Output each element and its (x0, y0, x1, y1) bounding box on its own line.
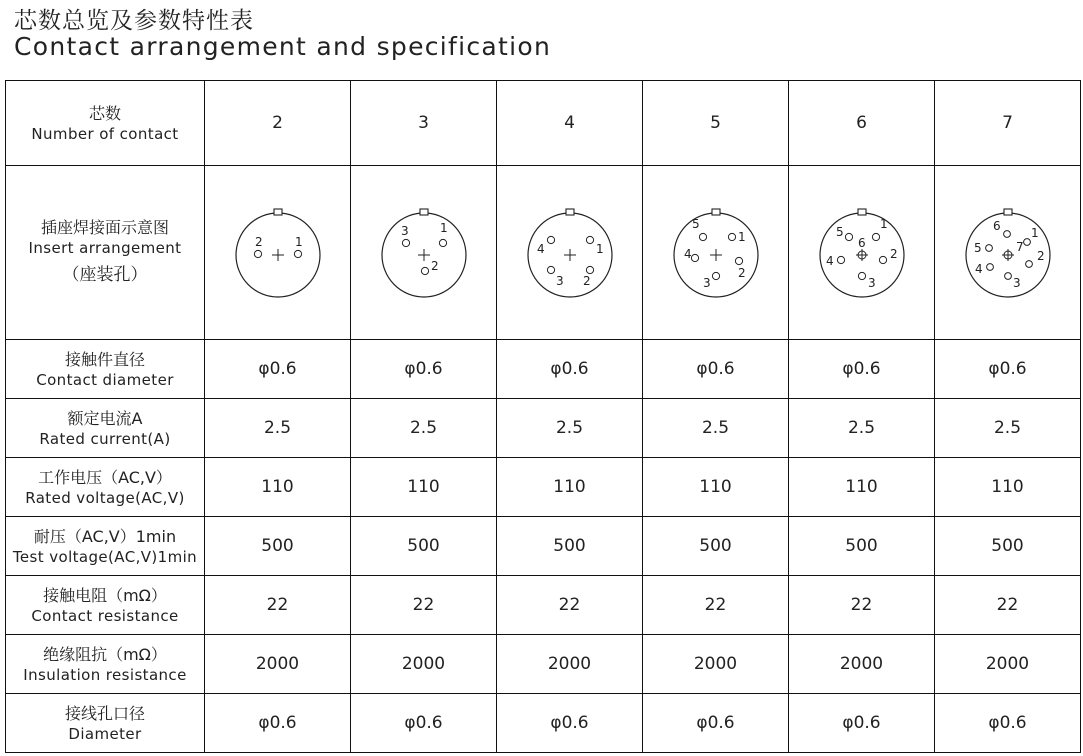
value-cell (643, 340, 789, 399)
value-cell (497, 576, 643, 635)
insert-diagram-cell (351, 166, 497, 340)
pin-label: 2 (889, 246, 898, 261)
contact-count: 2 (272, 113, 283, 133)
row-label-cell (6, 694, 205, 753)
row-label-cell (6, 576, 205, 635)
cell-value: 110 (553, 477, 586, 497)
spec-row-contact-diameter (6, 340, 1081, 399)
cell-value: 22 (558, 595, 581, 615)
cell-value: 22 (850, 595, 873, 615)
header-label-en: Number of contact (31, 124, 179, 143)
cell-value: 2000 (693, 654, 738, 674)
row-label-zh: 接触件直径 (64, 349, 145, 369)
cell-value: 22 (996, 595, 1019, 615)
row-label-zh: 绝缘阻抗（mΩ） (43, 644, 167, 664)
pin-label: 6 (992, 218, 1001, 233)
spec-row-test-voltage (6, 517, 1081, 576)
value-cell (205, 635, 351, 694)
insert-diagram-cell (643, 166, 789, 340)
cell-value: 500 (553, 536, 586, 556)
row-label-en: Insulation resistance (23, 665, 187, 684)
value-cell (351, 340, 497, 399)
cell-value: φ0.6 (258, 359, 297, 379)
value-cell (935, 635, 1081, 694)
header-label-cell (6, 81, 205, 166)
row-label-zh: 额定电流A (67, 408, 143, 428)
value-cell (205, 517, 351, 576)
spec-row-insulation-resistance (6, 635, 1081, 694)
contact-count: 4 (564, 113, 575, 133)
value-cell (497, 399, 643, 458)
value-cell (643, 399, 789, 458)
insert-diagram-4 (520, 203, 620, 303)
pin-label: 2 (737, 265, 746, 280)
pin-label: 1 (595, 241, 604, 256)
pin-label: 1 (294, 234, 303, 249)
header-label-zh: 芯数 (88, 103, 121, 123)
spec-table (5, 80, 1081, 753)
cell-value: φ0.6 (404, 359, 443, 379)
insert-diagram-cell (497, 166, 643, 340)
insert-diagram-cell (789, 166, 935, 340)
row-label-zh: 接触电阻（mΩ） (43, 585, 167, 605)
cell-value: 110 (261, 477, 294, 497)
insert-diagram-5 (666, 203, 766, 303)
cell-value: 500 (261, 536, 294, 556)
value-cell (351, 399, 497, 458)
cell-value: 2.5 (555, 418, 584, 438)
value-cell (205, 340, 351, 399)
cell-value: φ0.6 (404, 713, 443, 733)
insert-diagram-cell (935, 166, 1081, 340)
insert-label-zh: 插座焊接面示意图 (40, 218, 169, 237)
insert-diagram-2 (228, 203, 328, 303)
row-label-cell (6, 340, 205, 399)
value-cell (643, 458, 789, 517)
row-label-cell (6, 458, 205, 517)
value-cell (497, 517, 643, 576)
cell-value: 110 (699, 477, 732, 497)
cell-value: 2.5 (993, 418, 1022, 438)
pin-label: 5 (691, 216, 700, 231)
cell-value: 2.5 (409, 418, 438, 438)
pin-label: 2 (582, 273, 591, 288)
pin-label: 5 (835, 224, 844, 239)
pin-label: 5 (973, 240, 982, 255)
row-label-en: Diameter (68, 724, 142, 743)
cell-value: φ0.6 (988, 359, 1027, 379)
cell-value: 500 (991, 536, 1024, 556)
cell-value: 2.5 (263, 418, 292, 438)
spec-row-rated-current (6, 399, 1081, 458)
cell-value: 110 (407, 477, 440, 497)
value-cell (205, 399, 351, 458)
cell-value: 500 (845, 536, 878, 556)
pin-label: 4 (683, 246, 692, 261)
row-label-en: Contact resistance (31, 606, 179, 625)
value-cell (935, 576, 1081, 635)
spec-row-rated-voltage (6, 458, 1081, 517)
cell-value: φ0.6 (696, 713, 735, 733)
value-cell (643, 517, 789, 576)
value-cell (497, 694, 643, 753)
row-label-zh: 耐压（AC,V）1min (33, 526, 177, 546)
cell-value: φ0.6 (550, 359, 589, 379)
pin-label: 3 (1012, 275, 1021, 290)
spec-row-contact-resistance (6, 576, 1081, 635)
row-label-cell (6, 517, 205, 576)
contact-count-cell (497, 81, 643, 166)
value-cell (351, 458, 497, 517)
value-cell (497, 635, 643, 694)
insert-label-cell (6, 166, 205, 340)
value-cell (935, 517, 1081, 576)
value-cell (351, 517, 497, 576)
row-label-zh: 接线孔口径 (64, 703, 145, 723)
pin-label: 2 (254, 234, 263, 249)
cell-value: 2.5 (701, 418, 730, 438)
cell-value: 2000 (255, 654, 300, 674)
pin-label: 6 (857, 235, 866, 250)
value-cell (351, 576, 497, 635)
insert-label-en: Insert arrangement (28, 239, 182, 257)
contact-count-cell (643, 81, 789, 166)
pin-label: 3 (867, 275, 876, 290)
value-cell (497, 458, 643, 517)
pin-label: 1 (1030, 225, 1039, 240)
contact-count-cell (789, 81, 935, 166)
value-cell (205, 458, 351, 517)
cell-value: 22 (412, 595, 435, 615)
pin-label: 1 (439, 220, 448, 235)
cell-value: φ0.6 (842, 713, 881, 733)
value-cell (205, 576, 351, 635)
value-cell (935, 458, 1081, 517)
cell-value: φ0.6 (988, 713, 1027, 733)
cell-value: 110 (991, 477, 1024, 497)
contact-count-cell (935, 81, 1081, 166)
pin-label: 4 (536, 241, 545, 256)
value-cell (789, 635, 935, 694)
insert-diagram-cell (205, 166, 351, 340)
pin-label: 3 (555, 273, 564, 288)
cell-value: 2.5 (847, 418, 876, 438)
value-cell (351, 694, 497, 753)
row-label-cell (6, 635, 205, 694)
value-cell (935, 340, 1081, 399)
row-label-en: Test voltage(AC,V)1min (12, 547, 198, 566)
cell-value: φ0.6 (842, 359, 881, 379)
row-label-en: Rated current(A) (39, 429, 171, 448)
cell-value: 2000 (547, 654, 592, 674)
row-label-en: Contact diameter (36, 370, 174, 389)
contact-count: 7 (1002, 113, 1013, 133)
value-cell (643, 694, 789, 753)
pin-label: 4 (974, 261, 983, 276)
pin-label: 2 (1036, 248, 1045, 263)
contact-count: 5 (710, 113, 721, 133)
cell-value: 2000 (839, 654, 884, 674)
contact-count-cell (205, 81, 351, 166)
pin-label: 7 (1015, 239, 1024, 254)
value-cell (789, 576, 935, 635)
header-row (6, 81, 1081, 166)
pin-label: 3 (400, 223, 409, 238)
cell-value: 500 (699, 536, 732, 556)
cell-value: 110 (845, 477, 878, 497)
contact-count: 3 (418, 113, 429, 133)
page-title-en: Contact arrangement and specification (14, 32, 552, 61)
value-cell (789, 694, 935, 753)
pin-label: 3 (702, 275, 711, 290)
value-cell (935, 694, 1081, 753)
contact-count: 6 (856, 113, 867, 133)
value-cell (205, 694, 351, 753)
insert-diagram-3 (374, 203, 474, 303)
value-cell (789, 517, 935, 576)
pin-label: 1 (879, 216, 888, 231)
page-title-zh: 芯数总览及参数特性表 (14, 8, 254, 34)
cell-value: φ0.6 (696, 359, 735, 379)
value-cell (935, 399, 1081, 458)
contact-count-cell (351, 81, 497, 166)
value-cell (497, 340, 643, 399)
row-label-zh: 工作电压（AC,V） (38, 467, 172, 487)
pin-label: 4 (825, 253, 834, 268)
insert-diagram-7 (958, 203, 1058, 303)
row-label-en: Rated voltage(AC,V) (25, 488, 185, 507)
value-cell (789, 340, 935, 399)
insert-label-note: （座装孔） (62, 265, 148, 285)
cell-value: 2000 (985, 654, 1030, 674)
pin-label: 1 (737, 229, 746, 244)
pin-label: 2 (430, 258, 439, 273)
value-cell (789, 458, 935, 517)
cell-value: 22 (266, 595, 289, 615)
spec-row-wiring-diameter (6, 694, 1081, 753)
cell-value: 22 (704, 595, 727, 615)
insert-row (6, 166, 1081, 340)
cell-value: 2000 (401, 654, 446, 674)
insert-diagram-6 (812, 203, 912, 303)
value-cell (643, 635, 789, 694)
cell-value: φ0.6 (258, 713, 297, 733)
cell-value: φ0.6 (550, 713, 589, 733)
cell-value: 500 (407, 536, 440, 556)
value-cell (643, 576, 789, 635)
row-label-cell (6, 399, 205, 458)
value-cell (351, 635, 497, 694)
value-cell (789, 399, 935, 458)
